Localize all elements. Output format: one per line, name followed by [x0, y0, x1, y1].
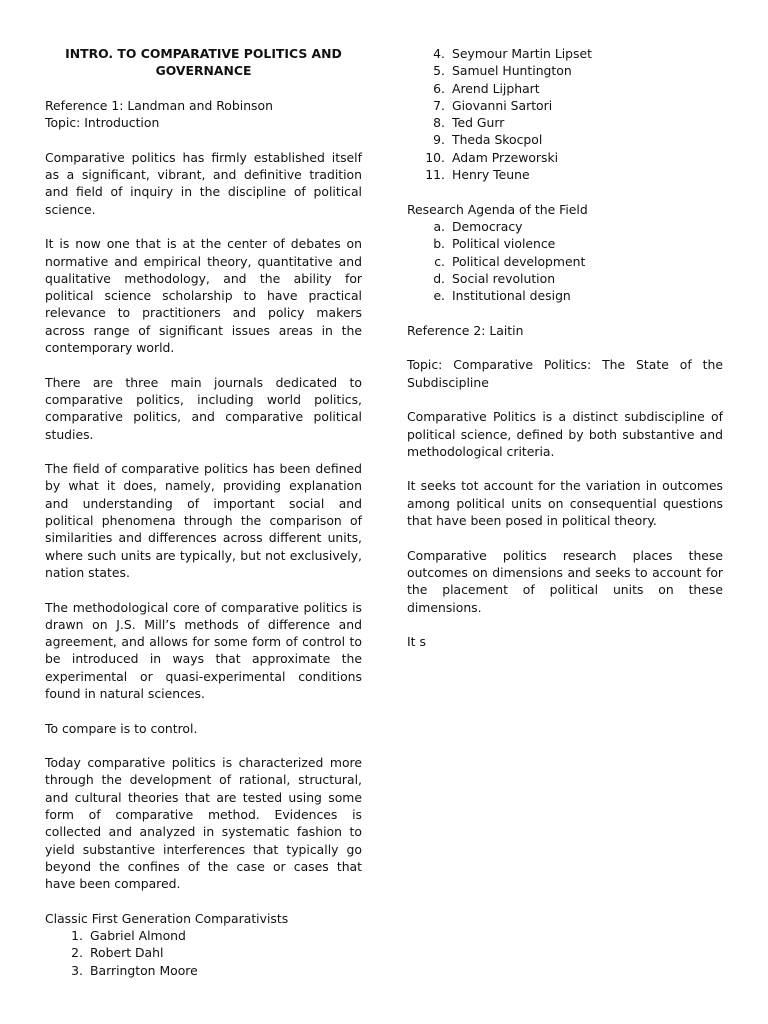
list-number: 3. — [71, 962, 83, 978]
reference-2: Reference 2: Laitin — [407, 322, 524, 338]
list-item — [407, 62, 723, 79]
list-item — [407, 114, 723, 131]
list-number: 8. — [433, 115, 445, 131]
paragraph: There are three main journals dedicated to comparative politics, including world politics, comparative politics, and comparative political studies. — [45, 374, 362, 442]
list-item — [45, 962, 362, 979]
paragraph: Comparative Politics is a distinct subdiscipline of political science, defined by both substantive and methodological criteria. — [407, 409, 723, 459]
paragraph: It seeks tot account for the variation in outcomes among political units on consequential questions that have been posed in political theory. — [407, 478, 723, 529]
document-title: INTRO. TO COMPARATIVE POLITICS AND GOVERNANCE — [65, 46, 342, 79]
topic-1: Topic: Introduction — [45, 115, 160, 131]
comparativist-name: Gabriel Almond — [90, 928, 186, 944]
list-letter: d. — [433, 270, 445, 286]
list-item — [407, 80, 723, 97]
comparativist-name: Seymour Martin Lipset — [452, 46, 592, 61]
list-letter: c. — [434, 253, 445, 269]
topic-2: Topic: Comparative Politics: The State of the Subdiscipline — [407, 357, 723, 390]
comparativist-name: Giovanni Sartori — [452, 97, 553, 113]
list-number: 6. — [433, 80, 445, 96]
list-item — [407, 287, 723, 304]
list-number: 11. — [425, 167, 445, 183]
agenda-item: Political violence — [452, 236, 556, 252]
list-item — [407, 149, 723, 166]
comparativist-name: Ted Gurr — [452, 115, 505, 131]
list-item — [407, 235, 723, 252]
comparativist-name: Samuel Huntington — [452, 63, 572, 79]
list-letter: e. — [433, 288, 445, 304]
paragraph: Today comparative politics is characterized more through the development of rational, structural, and cultural theories that are tested using some form of comparative method. Evidences is collected and analyzed in systematic fashion to yield substantive interferences that typically go beyond the confines of the case or cases that have been compared. — [45, 755, 362, 892]
paragraph: Comparative politics has firmly established itself as a significant, vibrant, and definitive tradition and field of inquiry in the discipline of political science. — [45, 149, 362, 217]
paragraph: Comparative politics research places these outcomes on dimensions and seeks to account for the placement of political units on these dimensions. — [407, 547, 723, 615]
agenda-heading: Research Agenda of the Field — [407, 201, 588, 217]
comparativist-name: Henry Teune — [452, 167, 530, 183]
list-number: 2. — [71, 945, 83, 961]
paragraph: The field of comparative politics has been defined by what it does, namely, providing explanation and understanding of important social and political phenomena through the comparison of similarities and differences across different units, where such units are typically, but not exclusively, nation states. — [45, 461, 362, 580]
left-column — [45, 45, 362, 979]
list-letter: a. — [433, 218, 445, 234]
comparativist-name: Arend Lijphart — [452, 80, 540, 96]
list-letter: b. — [433, 236, 445, 252]
list-item — [407, 166, 723, 183]
list-item — [45, 927, 362, 944]
list-item — [45, 944, 362, 961]
agenda-item: Institutional design — [452, 288, 571, 304]
comparativist-name: Robert Dahl — [90, 945, 164, 961]
comparativist-name: Theda Skocpol — [452, 132, 543, 148]
comparativists-heading: Classic First Generation Comparativists — [45, 910, 289, 926]
list-item — [407, 253, 723, 270]
agenda-item: Social revolution — [452, 270, 556, 286]
paragraph: The methodological core of comparative politics is drawn on J.S. Mill’s methods of difference and agreement, and allows for some form of control to be introduced in ways that approximate the experimental or quasi-experimental conditions found in natural sciences. — [45, 599, 362, 701]
right-column — [407, 45, 723, 668]
agenda-list — [407, 218, 723, 304]
comparativists-list — [45, 927, 362, 979]
agenda-item: Democracy — [452, 218, 523, 234]
list-item — [407, 270, 723, 287]
paragraph: It s — [407, 634, 426, 650]
agenda-item: Political development — [452, 253, 586, 269]
list-item — [407, 131, 723, 148]
list-item — [407, 45, 723, 62]
list-number: 10. — [425, 149, 445, 165]
comparativists-list-continued — [407, 45, 723, 183]
list-item — [407, 218, 723, 235]
list-number: 9. — [433, 132, 445, 148]
list-number: 4. — [433, 46, 445, 61]
paragraph: To compare is to control. — [45, 720, 198, 736]
list-item — [407, 97, 723, 114]
list-number: 1. — [71, 928, 83, 944]
reference-1: Reference 1: Landman and Robinson — [45, 97, 273, 113]
comparativist-name: Adam Przeworski — [452, 149, 559, 165]
list-number: 7. — [433, 97, 445, 113]
comparativist-name: Barrington Moore — [90, 962, 198, 978]
paragraph: It is now one that is at the center of debates on normative and empirical theory, quantitative and qualitative methodology, and the ability for political science scholarship to have practical relevance to practitioners and policy makers across range of significant issues areas in the contemporary world. — [45, 236, 362, 356]
list-number: 5. — [433, 63, 445, 79]
